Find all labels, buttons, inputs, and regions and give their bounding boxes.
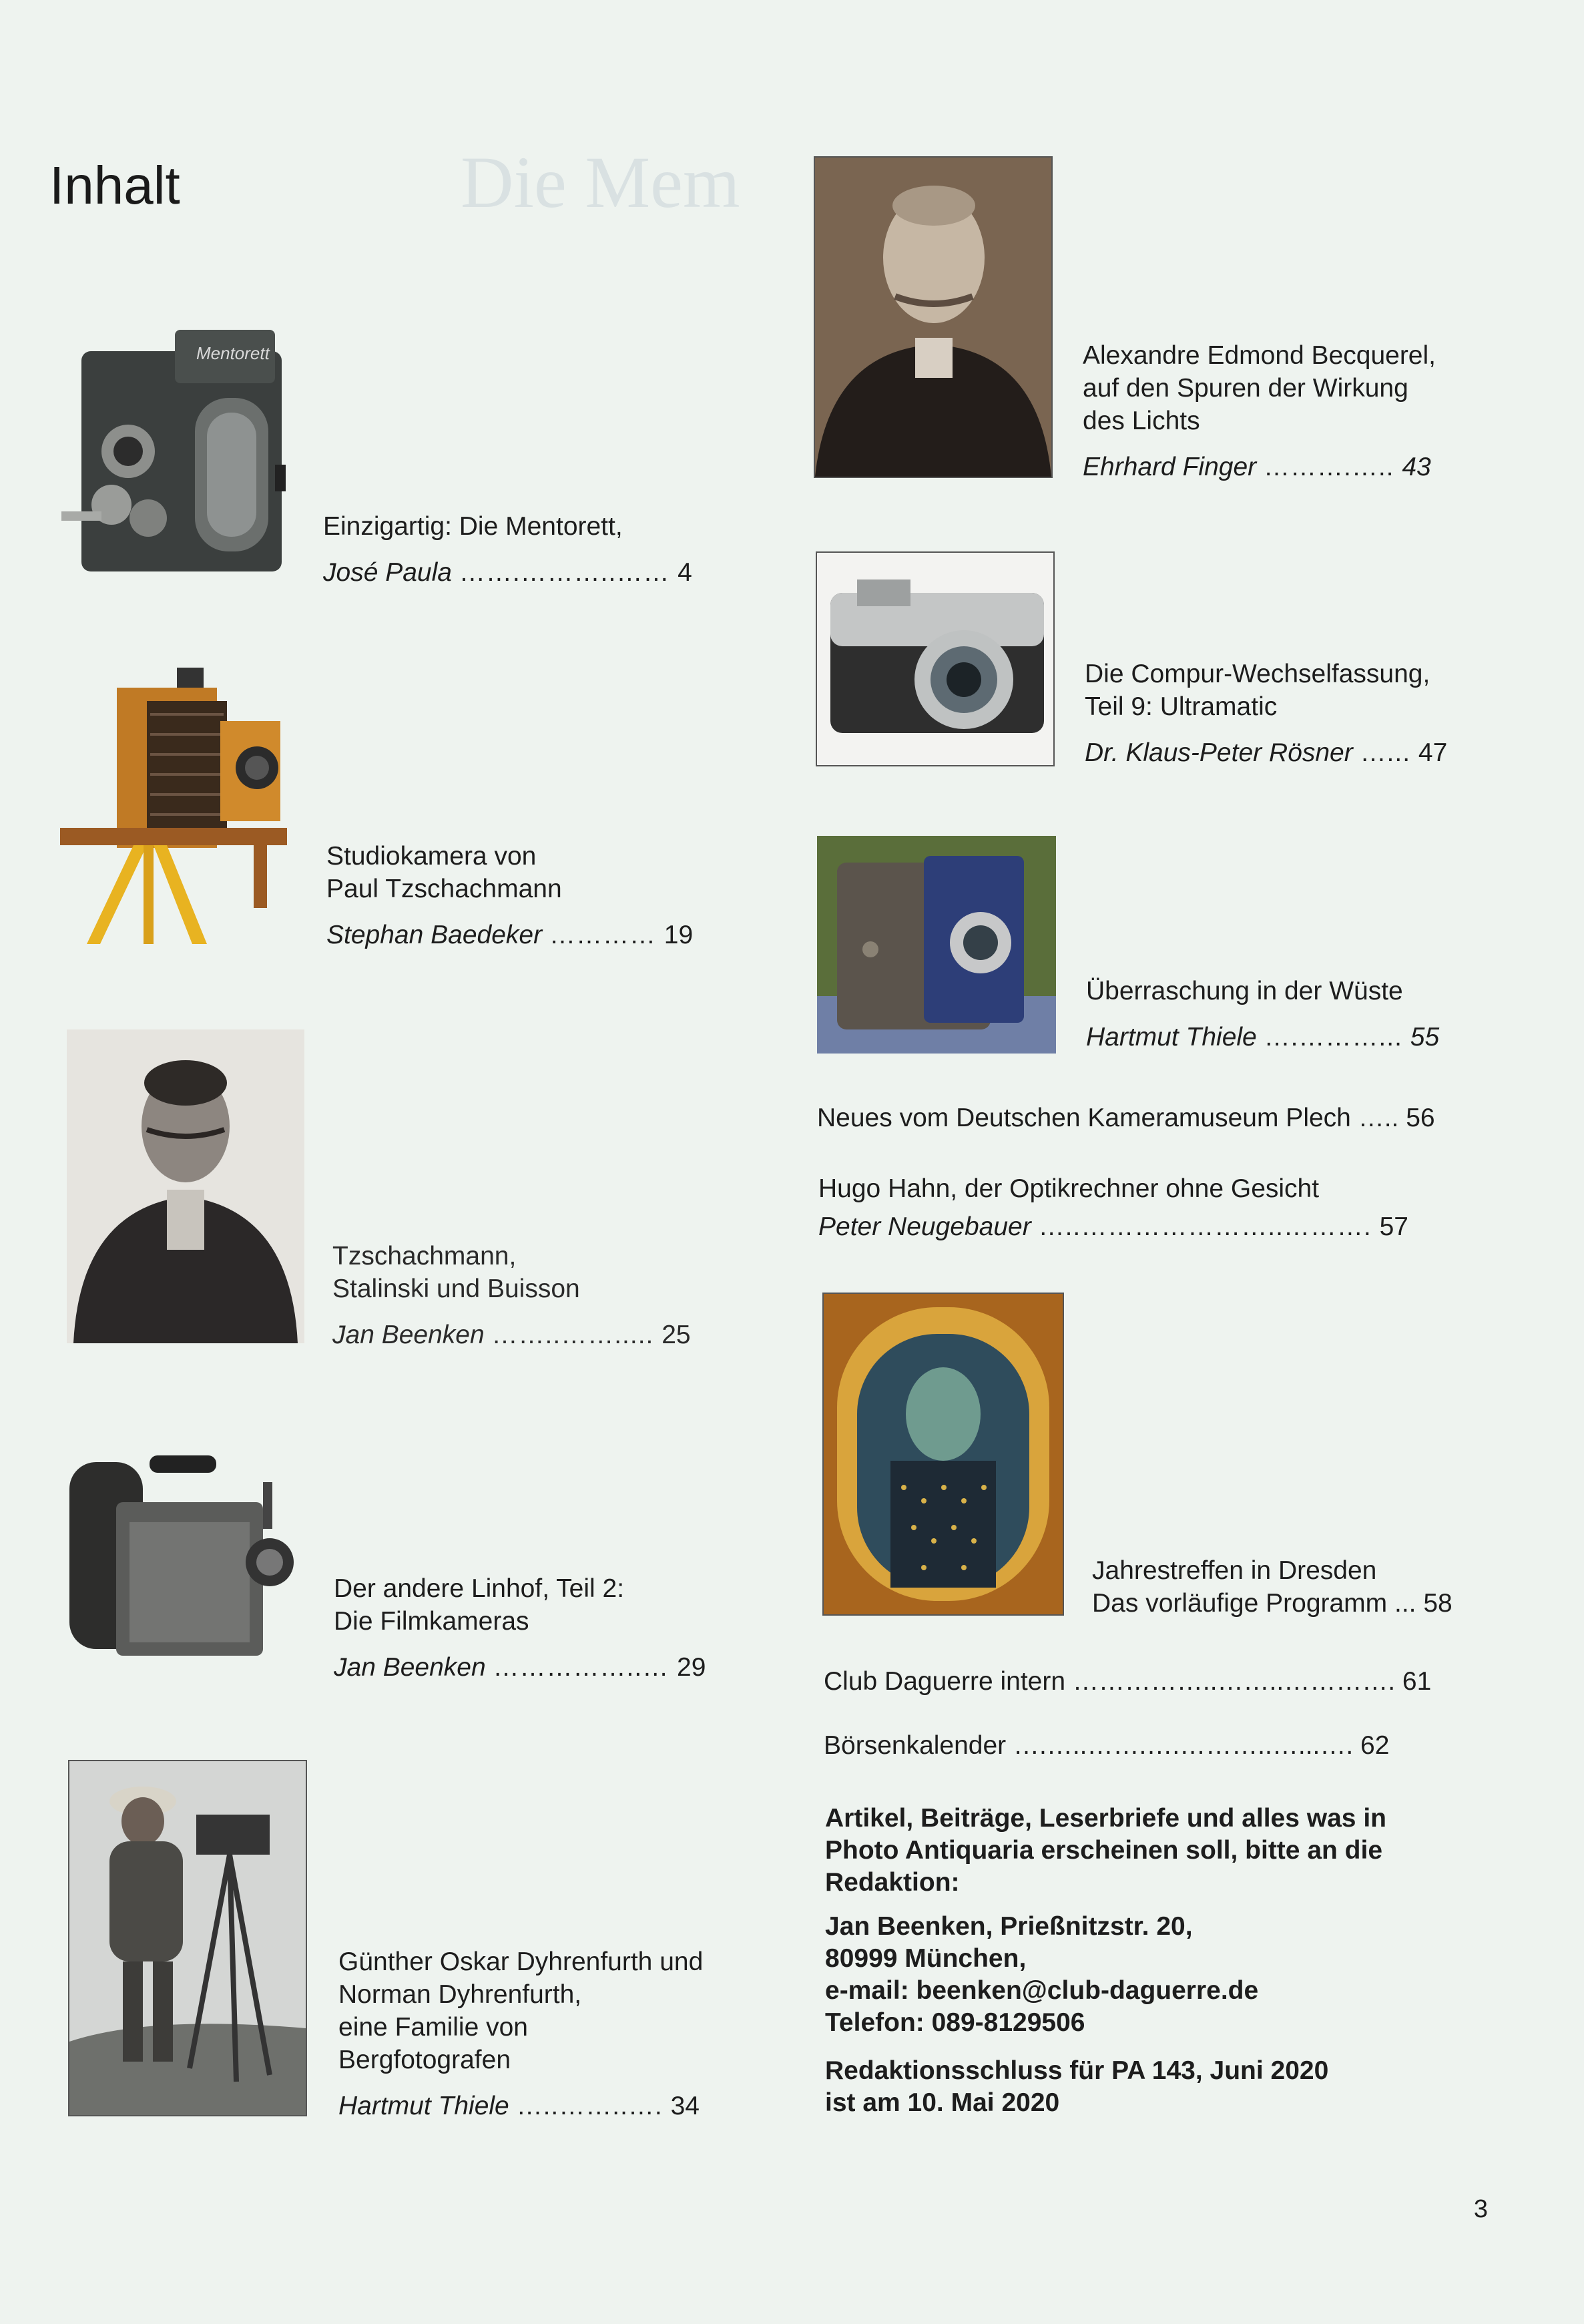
entry-author: Jan Beenken [332,1321,485,1349]
entry-dots: ….…..…….….………..…...…. [1006,1731,1361,1760]
entry-author: Stephan Baedeker [326,921,543,949]
entry-page: 29 [677,1653,706,1682]
entry-title: Alexandre Edmond Becquerel, auf den Spuren der Wirkung des Lichts [1083,341,1436,435]
toc-entry-linhof[interactable] [334,1572,706,1684]
entry-page: 25 [662,1321,691,1349]
entry-page: 47 [1418,738,1448,767]
toc-entry-mentorett[interactable] [323,510,692,589]
entry-page: 43 [1402,453,1431,481]
entry-line2-row [1092,1587,1453,1620]
entry-author-line [1083,451,1436,483]
toc-entry-compur[interactable] [1085,658,1447,769]
entry-author: Ehrhard Finger [1083,453,1257,481]
entry-page: 62 [1360,1731,1390,1760]
entry-title: Club Daguerre intern [824,1667,1066,1696]
toc-entry-plech[interactable] [817,1102,1435,1134]
entry-title: Hugo Hahn, der Optikrechner ohne Gesicht [818,1174,1320,1203]
contact-line: ist am 10. Mai 2020 [825,2088,1060,2117]
contact-line: Artikel, Beiträge, Leserbriefe und alles was in [825,1804,1386,1833]
mentorett-logo: Mentorett [196,343,270,363]
entry-author: Peter Neugebauer [818,1212,1031,1241]
contact-line: Redaktionsschluss für PA 143, Juni 2020 [825,2056,1329,2085]
box-camera-photo [817,836,1056,1054]
entry-title: Günther Oskar Dyhrenfurth und Norman Dyhrenfurth, eine Familie von Bergfotografen [338,1947,704,2074]
entry-author: Jan Beenken [334,1653,486,1682]
entry-page: 55 [1410,1023,1440,1052]
toc-entry-boerse[interactable] [824,1729,1389,1762]
entry-title: Jahrestreffen in Dresden [1092,1556,1377,1585]
studio-camera-photo [60,661,291,944]
entry-author: Hartmut Thiele [338,2092,509,2120]
mentorett-camera-photo [61,324,286,582]
contact-deadline [825,2055,1328,2119]
entry-title: Einzigartig: Die Mentorett, [323,512,623,541]
entry-dots: ……………..… [493,1653,678,1682]
entry-page: 61 [1402,1667,1432,1696]
entry-title: Studiokamera von Paul Tzschachmann [326,842,562,903]
entry-author-line [818,1210,1408,1243]
entry-author-line [332,1319,691,1351]
entry-author-line [323,556,692,589]
entry-dots: ……….….. [1263,453,1402,481]
entry-author-line [326,919,693,951]
entry-title: Neues vom Deutschen Kameramuseum Plech [817,1104,1351,1132]
toc-entry-wueste[interactable] [1086,975,1439,1054]
contact-phone: Telefon: 089-8129506 [825,2008,1085,2037]
entry-dots: ….. [1350,1104,1406,1132]
entry-dots: …..……..…. [516,2092,671,2120]
entry-subtitle: Das vorläufige Programm [1092,1589,1388,1618]
entry-author-line [338,2090,703,2122]
entry-title: Der andere Linhof, Teil 2: Die Filmkameras [334,1574,625,1636]
photographer-mountain-photo [68,1760,307,2116]
entry-dots: ………… [549,921,664,949]
page-number: 3 [1473,2195,1488,2223]
entry-author: Hartmut Thiele [1086,1023,1257,1052]
toc-entry-becquerel[interactable] [1083,339,1436,483]
entry-dots: ... [1387,1589,1424,1618]
linhof-film-camera-photo [69,1442,306,1672]
entry-page: 4 [678,558,692,587]
contact-email[interactable]: e-mail: beenken@club-daguerre.de [825,1976,1259,2005]
contact-intro [825,1803,1386,1899]
contact-line: 80999 München, [825,1944,1027,1973]
entry-dots: ….………... [1264,1023,1410,1052]
contact-line: Photo Antiquaria erscheinen soll, bitte an die [825,1836,1383,1865]
contact-address [825,1911,1258,2039]
entry-dots: ……………..……..…………. [1065,1667,1402,1696]
portrait-tzschachmann-photo [67,1029,304,1343]
mosaic-figure-photo [822,1293,1064,1616]
portrait-becquerel-photo [814,156,1053,478]
entry-author: José Paula [323,558,452,587]
entry-page: 34 [670,2092,700,2120]
toc-entry-tzschachmann[interactable] [332,1240,691,1351]
compur-camera-photo [816,551,1055,766]
toc-entry-dresden[interactable] [1092,1554,1453,1620]
entry-author-line [334,1651,706,1684]
entry-author: Dr. Klaus-Peter Rösner [1085,738,1353,767]
entry-page: 58 [1423,1589,1453,1618]
entry-title: Überraschung in der Wüste [1086,977,1403,1005]
contact-line: Redaktion: [825,1868,960,1897]
entry-title: Börsenkalender [824,1731,1007,1760]
entry-dots: ……..……..... [491,1321,662,1349]
watermark-decor: Die Mem [461,142,740,223]
entry-author-line [1086,1021,1439,1054]
entry-title: Die Compur-Wechselfassung, Teil 9: Ultramatic [1085,660,1430,721]
page-title: Inhalt [49,156,180,215]
toc-entry-dyhrenfurth[interactable] [338,1945,703,2122]
toc-entry-club[interactable] [824,1665,1431,1698]
entry-dots: …….………..…… [459,558,678,587]
entry-dots: …... [1360,738,1418,767]
entry-page: 19 [664,921,694,949]
toc-entry-hahn[interactable] [818,1172,1408,1243]
entry-title: Tzschachmann, Stalinski und Buisson [332,1242,580,1303]
entry-author-line [1085,736,1447,769]
contact-line: Jan Beenken, Prießnitzstr. 20, [825,1912,1193,1941]
entry-page: 57 [1379,1212,1408,1241]
entry-page: 56 [1406,1104,1435,1132]
toc-entry-studiokamera[interactable] [326,840,693,951]
entry-dots: …..…………………..………. [1038,1212,1380,1241]
